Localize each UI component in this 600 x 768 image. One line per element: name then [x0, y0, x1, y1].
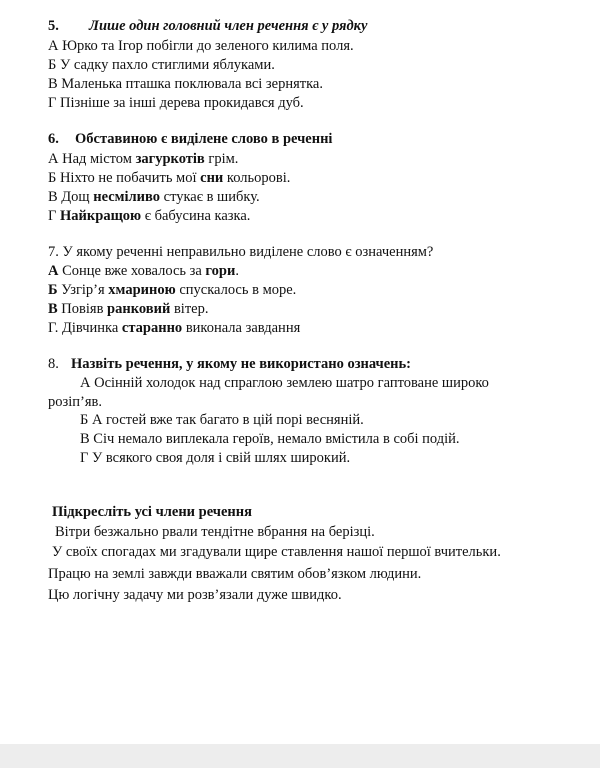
q5-option-a: А Юрко та Ігор побігли до зеленого килима поля.: [48, 38, 354, 54]
q5-option-d: Г Пізніше за інші дерева прокидався дуб.: [48, 95, 304, 111]
q6-number: 6.: [48, 131, 59, 147]
q5-option-b: Б У садку пахло стиглими яблуками.: [48, 57, 275, 73]
q7-option-d: Г. Дівчинка старанно виконала завдання: [48, 320, 301, 336]
highlighted-word: загуркотів: [135, 151, 205, 167]
q8-title: Назвіть речення, у якому не використано означень:: [71, 356, 412, 372]
q6-title: Обставиною є виділене слово в реченні: [75, 131, 333, 147]
q8-option-a-continuation: розіп’яв.: [48, 394, 102, 410]
q5-number: 5.: [48, 18, 59, 34]
highlighted-word: сни: [200, 170, 224, 186]
q5-title: Лише один головний член речення є у рядку: [89, 18, 368, 34]
highlighted-word: старанно: [121, 320, 183, 336]
q6-option-c: В Дощ несміливо стукає в шибку.: [48, 189, 260, 205]
q7-option-c: В Повіяв ранковий вітер.: [48, 301, 209, 317]
q8-option-b: Б А гостей вже так багато в цій порі весняній.: [80, 412, 364, 428]
highlighted-word: гори: [205, 263, 236, 279]
highlighted-word: Найкращою: [60, 208, 142, 224]
q5-option-c: В Маленька пташка поклювала всі зернятка.: [48, 76, 323, 92]
page-bottom-edge: [0, 744, 600, 768]
q7-option-a: А Сонце вже ховалось за гори.: [48, 263, 239, 279]
highlighted-word: несміливо: [93, 189, 161, 205]
task-sentence-1: Вітри безжально рвали тендітне вбрання на берізці.: [55, 524, 375, 540]
q8-option-c: В Січ немало виплекала героїв, немало вмістила в собі подій.: [80, 431, 460, 447]
highlighted-word: ранковий: [107, 301, 171, 317]
task-title: Підкресліть усі члени речення: [52, 504, 252, 520]
q8-option-a: А Осінній холодок над спраглою землею шатро гаптоване широко: [80, 375, 489, 391]
q6-option-b: Б Ніхто не побачить мої сни кольорові.: [48, 170, 291, 186]
highlighted-word: хмариною: [108, 282, 176, 298]
q8-number: 8.: [48, 356, 59, 372]
task-sentence-3: Працю на землі завжди вважали святим обов’язком людини.: [48, 566, 422, 582]
task-sentence-2: У своїх спогадах ми згадували щире ставлення нашої першої вчительки.: [52, 544, 501, 560]
q6-option-d: Г Найкращою є бабусина казка.: [48, 208, 251, 224]
q7-option-b: Б Узгір’я хмариною спускалось в море.: [48, 282, 297, 298]
task-sentence-4: Цю логічну задачу ми розв’язали дуже швидко.: [48, 587, 342, 603]
q7-title: 7. У якому реченні неправильно виділене слово є означенням?: [48, 244, 434, 260]
q8-option-d: Г У всякого своя доля і свій шлях широкий.: [80, 450, 351, 466]
q6-option-a: А Над містом загуркотів грім.: [48, 151, 239, 167]
